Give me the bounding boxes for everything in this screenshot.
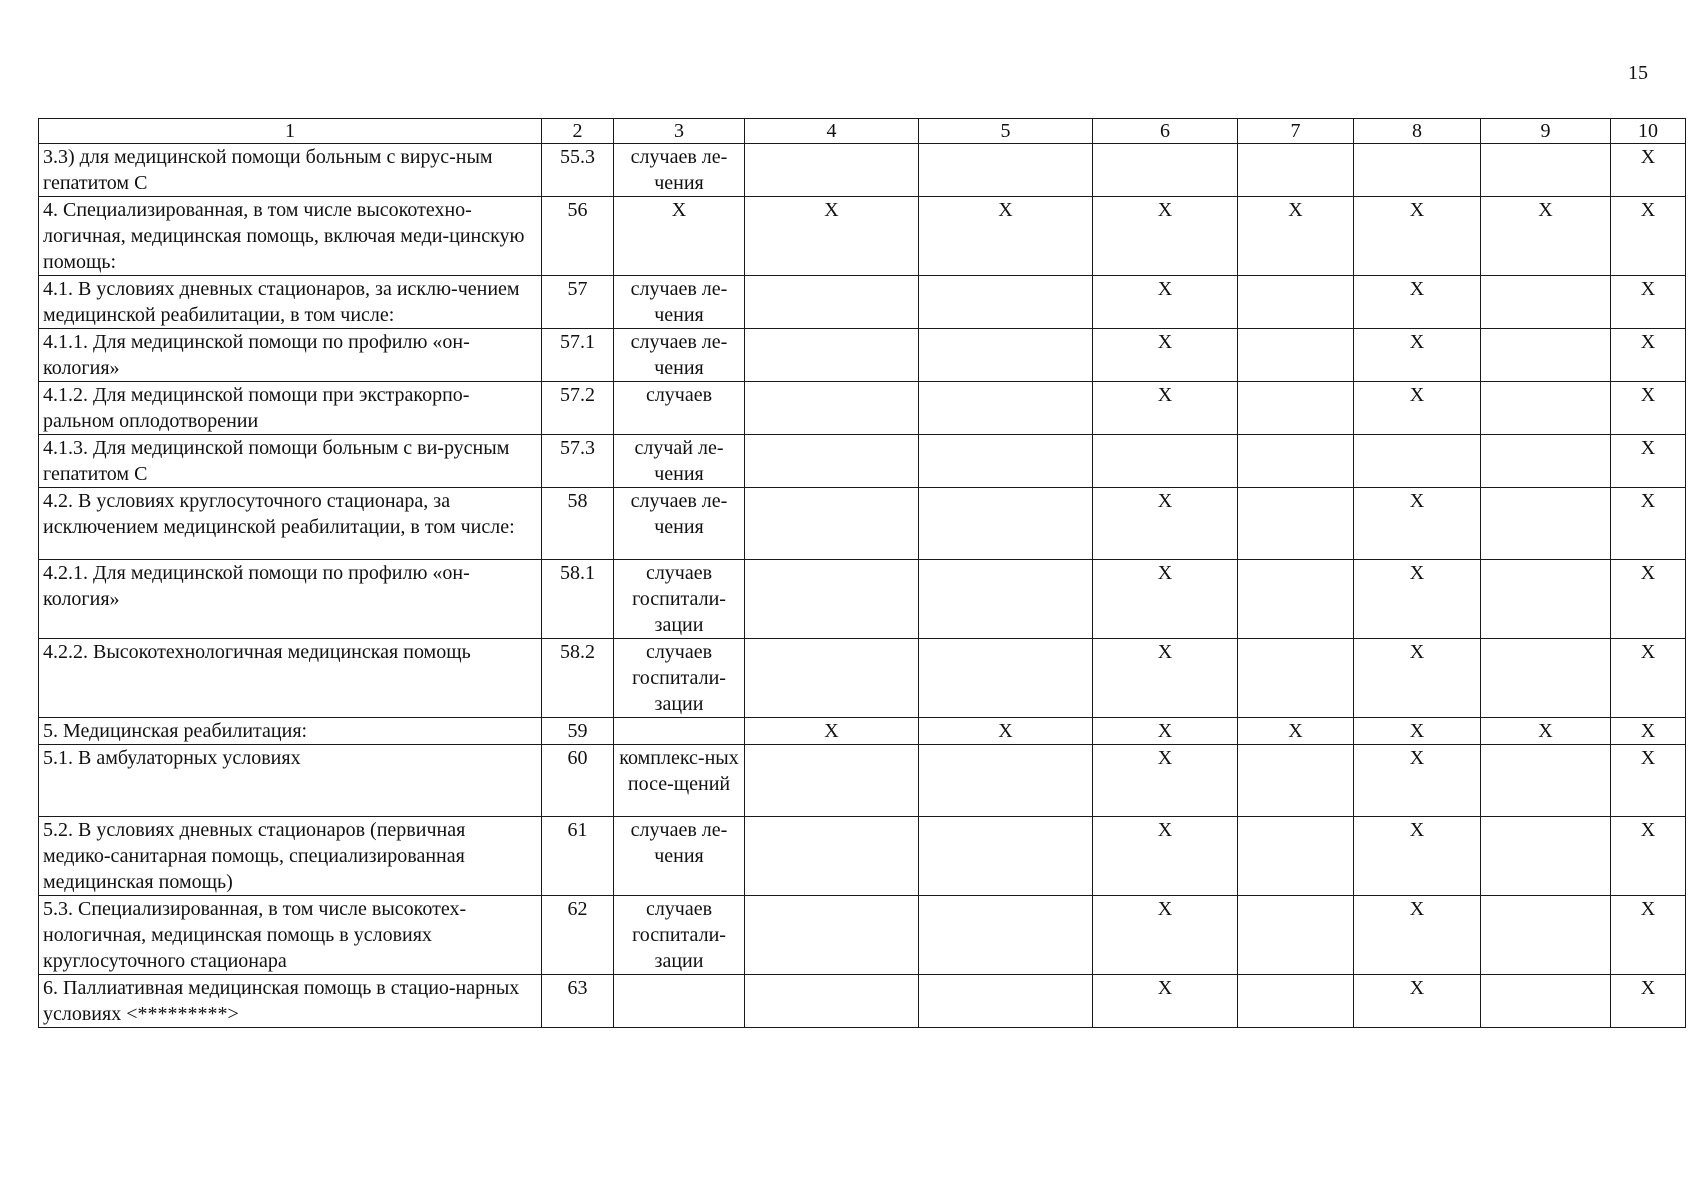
table-row <box>39 817 1686 896</box>
row-unit: случай ле-чения <box>614 435 745 488</box>
cell-c6: X <box>1093 382 1238 435</box>
cell-c10: X <box>1611 329 1686 382</box>
cell-c9: X <box>1481 197 1611 276</box>
row-unit: случаев ле-чения <box>614 144 745 197</box>
row-description: 4.2.1. Для медицинской помощи по профилю «он-кология» <box>39 560 542 639</box>
cell-c8 <box>1354 435 1481 488</box>
cell-c7: X <box>1238 718 1354 745</box>
row-code: 58.2 <box>542 639 614 718</box>
table-row <box>39 975 1686 1028</box>
cell-c5 <box>919 435 1093 488</box>
table-row <box>39 144 1686 197</box>
cell-c6: X <box>1093 276 1238 329</box>
cell-c9 <box>1481 560 1611 639</box>
row-code: 58.1 <box>542 560 614 639</box>
row-description: 3.3) для медицинской помощи больным с вирус-ным гепатитом С <box>39 144 542 197</box>
cell-c4 <box>745 817 919 896</box>
cell-c7: X <box>1238 197 1354 276</box>
cell-c9 <box>1481 144 1611 197</box>
cell-c4 <box>745 639 919 718</box>
cell-c5: X <box>919 718 1093 745</box>
cell-c6: X <box>1093 745 1238 817</box>
cell-c4: X <box>745 197 919 276</box>
cell-c7 <box>1238 435 1354 488</box>
cell-c4 <box>745 745 919 817</box>
row-description: 4.2.2. Высокотехнологичная медицинская помощь <box>39 639 542 718</box>
cell-c7 <box>1238 639 1354 718</box>
cell-c4 <box>745 144 919 197</box>
table-row <box>39 435 1686 488</box>
cell-c6: X <box>1093 639 1238 718</box>
cell-c10: X <box>1611 560 1686 639</box>
cell-c10: X <box>1611 639 1686 718</box>
cell-c10: X <box>1611 144 1686 197</box>
row-unit: комплекс-ных посе-щений <box>614 745 745 817</box>
table-body <box>39 119 1686 1028</box>
cell-c8: X <box>1354 197 1481 276</box>
cell-c8: X <box>1354 329 1481 382</box>
row-unit: случаев ле-чения <box>614 329 745 382</box>
cell-c5 <box>919 560 1093 639</box>
row-code: 59 <box>542 718 614 745</box>
cell-c5 <box>919 817 1093 896</box>
page-number: 15 <box>1628 62 1648 84</box>
row-code: 62 <box>542 896 614 975</box>
cell-c6: X <box>1093 817 1238 896</box>
row-code: 58 <box>542 488 614 560</box>
cell-c4 <box>745 560 919 639</box>
cell-c7 <box>1238 745 1354 817</box>
row-description: 5. Медицинская реабилитация: <box>39 718 542 745</box>
cell-c7 <box>1238 488 1354 560</box>
row-code: 60 <box>542 745 614 817</box>
col-header-5: 5 <box>919 119 1093 144</box>
cell-c10: X <box>1611 975 1686 1028</box>
table-row <box>39 718 1686 745</box>
row-code: 57.1 <box>542 329 614 382</box>
cell-c5 <box>919 488 1093 560</box>
cell-c4 <box>745 975 919 1028</box>
cell-c9 <box>1481 817 1611 896</box>
cell-c4 <box>745 276 919 329</box>
row-description: 4. Специализированная, в том числе высокотехно-логичная, медицинская помощь, включая меди-цинскую помощь: <box>39 197 542 276</box>
cell-c4 <box>745 329 919 382</box>
cell-c10: X <box>1611 745 1686 817</box>
row-code: 61 <box>542 817 614 896</box>
cell-c7 <box>1238 975 1354 1028</box>
cell-c9 <box>1481 435 1611 488</box>
cell-c8: X <box>1354 488 1481 560</box>
cell-c9 <box>1481 382 1611 435</box>
row-unit: случаев ле-чения <box>614 488 745 560</box>
row-description: 5.3. Специализированная, в том числе высокотех-нологичная, медицинская помощь в условиях круглосуточного стационара <box>39 896 542 975</box>
cell-c9 <box>1481 745 1611 817</box>
col-header-8: 8 <box>1354 119 1481 144</box>
cell-c5: X <box>919 197 1093 276</box>
row-unit: X <box>614 197 745 276</box>
cell-c9 <box>1481 639 1611 718</box>
cell-c7 <box>1238 329 1354 382</box>
table-row <box>39 382 1686 435</box>
row-code: 56 <box>542 197 614 276</box>
cell-c8: X <box>1354 718 1481 745</box>
cell-c9 <box>1481 975 1611 1028</box>
cell-c10: X <box>1611 435 1686 488</box>
cell-c6: X <box>1093 488 1238 560</box>
table-row <box>39 639 1686 718</box>
cell-c8: X <box>1354 817 1481 896</box>
row-code: 57.3 <box>542 435 614 488</box>
row-unit: случаев госпитали-зации <box>614 896 745 975</box>
cell-c8 <box>1354 144 1481 197</box>
row-unit <box>614 718 745 745</box>
data-table <box>38 118 1686 1028</box>
cell-c10: X <box>1611 197 1686 276</box>
row-code: 57.2 <box>542 382 614 435</box>
cell-c7 <box>1238 896 1354 975</box>
row-description: 4.1. В условиях дневных стационаров, за исклю-чением медицинской реабилитации, в том числе: <box>39 276 542 329</box>
cell-c8: X <box>1354 382 1481 435</box>
cell-c8: X <box>1354 975 1481 1028</box>
cell-c6 <box>1093 144 1238 197</box>
row-unit: случаев госпитали-зации <box>614 560 745 639</box>
row-unit: случаев ле-чения <box>614 276 745 329</box>
column-number-row <box>39 119 1686 144</box>
col-header-6: 6 <box>1093 119 1238 144</box>
table-row <box>39 329 1686 382</box>
cell-c7 <box>1238 144 1354 197</box>
col-header-7: 7 <box>1238 119 1354 144</box>
table-row <box>39 560 1686 639</box>
cell-c5 <box>919 276 1093 329</box>
cell-c5 <box>919 329 1093 382</box>
row-description: 4.1.3. Для медицинской помощи больным с ви-русным гепатитом С <box>39 435 542 488</box>
cell-c7 <box>1238 560 1354 639</box>
cell-c6: X <box>1093 975 1238 1028</box>
cell-c5 <box>919 144 1093 197</box>
col-header-2: 2 <box>542 119 614 144</box>
col-header-10: 10 <box>1611 119 1686 144</box>
cell-c5 <box>919 639 1093 718</box>
cell-c7 <box>1238 382 1354 435</box>
cell-c4: X <box>745 718 919 745</box>
row-unit: случаев <box>614 382 745 435</box>
col-header-9: 9 <box>1481 119 1611 144</box>
cell-c4 <box>745 382 919 435</box>
table-row <box>39 276 1686 329</box>
row-code: 57 <box>542 276 614 329</box>
cell-c5 <box>919 382 1093 435</box>
row-description: 6. Паллиативная медицинская помощь в стацио-нарных условиях <*********> <box>39 975 542 1028</box>
cell-c10: X <box>1611 382 1686 435</box>
cell-c6: X <box>1093 718 1238 745</box>
cell-c7 <box>1238 276 1354 329</box>
row-code: 55.3 <box>542 144 614 197</box>
cell-c8: X <box>1354 745 1481 817</box>
cell-c6 <box>1093 435 1238 488</box>
cell-c8: X <box>1354 276 1481 329</box>
row-code: 63 <box>542 975 614 1028</box>
row-description: 4.1.1. Для медицинской помощи по профилю «он-кология» <box>39 329 542 382</box>
cell-c10: X <box>1611 718 1686 745</box>
cell-c10: X <box>1611 817 1686 896</box>
cell-c7 <box>1238 817 1354 896</box>
cell-c6: X <box>1093 329 1238 382</box>
table-row <box>39 488 1686 560</box>
cell-c10: X <box>1611 896 1686 975</box>
table-row <box>39 745 1686 817</box>
cell-c8: X <box>1354 639 1481 718</box>
table-row <box>39 197 1686 276</box>
row-description: 4.2. В условиях круглосуточного стационара, за исключением медицинской реабилитации, в том числе: <box>39 488 542 560</box>
cell-c4 <box>745 896 919 975</box>
row-description: 5.1. В амбулаторных условиях <box>39 745 542 817</box>
cell-c4 <box>745 488 919 560</box>
cell-c10: X <box>1611 276 1686 329</box>
cell-c6: X <box>1093 197 1238 276</box>
row-unit: случаев ле-чения <box>614 817 745 896</box>
cell-c5 <box>919 975 1093 1028</box>
col-header-3: 3 <box>614 119 745 144</box>
cell-c9 <box>1481 329 1611 382</box>
table-row <box>39 896 1686 975</box>
cell-c9: X <box>1481 718 1611 745</box>
cell-c6: X <box>1093 560 1238 639</box>
row-description: 4.1.2. Для медицинской помощи при экстракорпо-ральном оплодотворении <box>39 382 542 435</box>
cell-c4 <box>745 435 919 488</box>
cell-c5 <box>919 745 1093 817</box>
row-unit <box>614 975 745 1028</box>
row-unit: случаев госпитали-зации <box>614 639 745 718</box>
cell-c9 <box>1481 488 1611 560</box>
row-description: 5.2. В условиях дневных стационаров (первичная медико-санитарная помощь, специализированная медицинская помощь) <box>39 817 542 896</box>
cell-c8: X <box>1354 560 1481 639</box>
cell-c6: X <box>1093 896 1238 975</box>
cell-c8: X <box>1354 896 1481 975</box>
col-header-4: 4 <box>745 119 919 144</box>
col-header-1: 1 <box>39 119 542 144</box>
cell-c9 <box>1481 276 1611 329</box>
cell-c10: X <box>1611 488 1686 560</box>
cell-c9 <box>1481 896 1611 975</box>
cell-c5 <box>919 896 1093 975</box>
